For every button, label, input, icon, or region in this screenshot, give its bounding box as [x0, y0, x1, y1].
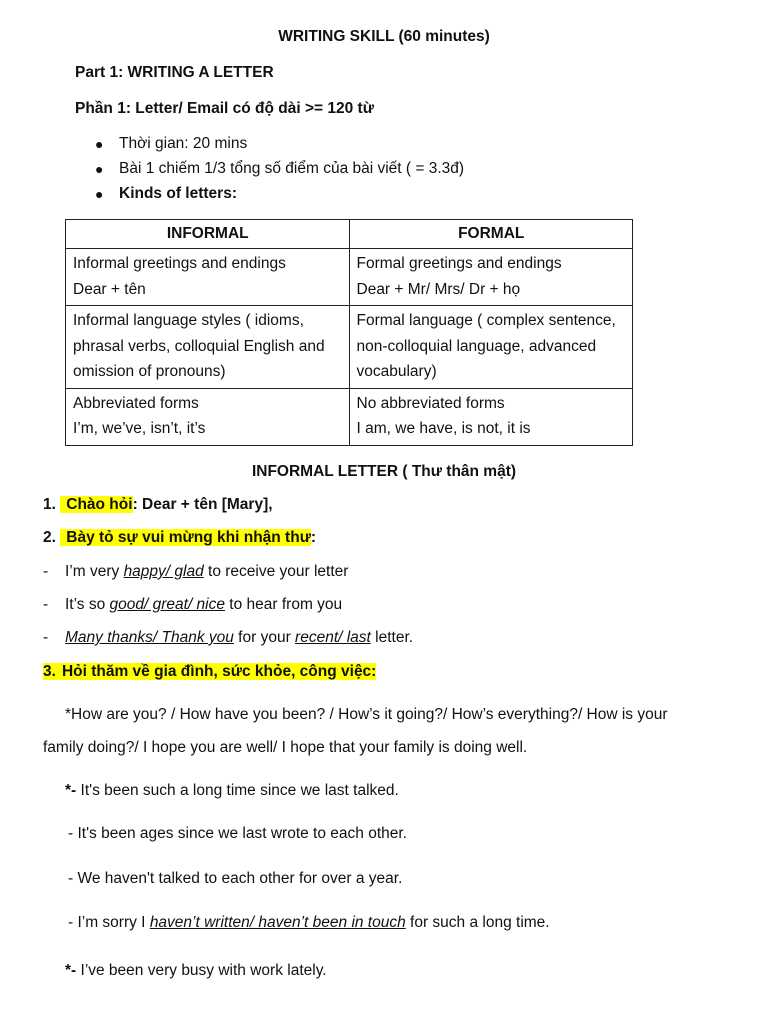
cell-text: Abbreviated forms: [73, 394, 199, 412]
phrase-text: for your: [233, 629, 296, 646]
header-formal: FORMAL: [349, 220, 633, 249]
cell-text: non-colloquial language, advanced: [356, 337, 597, 355]
cell-text: I’m, we’ve, isn’t, it’s: [73, 420, 206, 437]
step-text: : Dear + tên [Mary],: [132, 496, 273, 513]
cell-text: Dear + tên: [73, 280, 146, 298]
informal-letter-heading: INFORMAL LETTER ( Thư thân mật): [251, 463, 517, 480]
dash-marker: -: [43, 596, 49, 613]
phrase-text: to receive your letter: [203, 563, 349, 580]
year-line: - We haven't talked to each other for over a year.: [68, 870, 403, 887]
table-row: [66, 249, 633, 306]
header-informal: INFORMAL: [66, 220, 350, 249]
step-2: [43, 529, 316, 547]
cell-text: I am, we have, is not, it is: [356, 420, 531, 437]
cell-text: Formal greetings and endings: [356, 255, 562, 272]
cell-text: Informal greetings and endings: [73, 255, 286, 272]
table-cell: [66, 249, 350, 306]
table-row: [66, 306, 633, 389]
line-text: It's been such a long time since we last talked.: [76, 782, 399, 799]
phrase-options: good/ great/ nice: [109, 596, 225, 613]
line-text: for such a long time.: [405, 914, 550, 931]
step-number: 2.: [43, 529, 56, 546]
star-marker: *-: [65, 782, 77, 799]
page-title: WRITING SKILL (60 minutes): [278, 28, 490, 45]
cell-text: Formal language ( complex sentence,: [356, 312, 616, 329]
part1-vi-heading: Phần 1: Letter/ Email có độ dài >= 120 từ: [75, 100, 374, 117]
long-time-line: [65, 782, 399, 800]
phrase-options: Many thanks/ Thank you: [65, 629, 234, 646]
cell-text: omission of pronouns): [73, 363, 226, 380]
step-highlight: Hỏi thăm về gia đình, sức khỏe, công việc:: [56, 663, 376, 680]
phrase-text: It’s so: [65, 596, 110, 613]
step-highlight: Bày tỏ sự vui mừng khi nhận thư: [60, 529, 311, 546]
line-text: - I’m sorry I: [68, 914, 150, 931]
phrase-line: [65, 596, 342, 614]
step-number: 1.: [43, 496, 56, 513]
step-1: [43, 496, 273, 514]
letter-types-table: [65, 219, 633, 446]
table-cell: [349, 249, 633, 306]
star-marker: *-: [65, 962, 77, 979]
step-3: [43, 663, 376, 681]
bullet-dot: ●: [95, 186, 104, 202]
cell-text: No abbreviated forms: [356, 394, 505, 412]
sorry-line: [68, 914, 550, 932]
phrase-options: happy/ glad: [123, 563, 204, 580]
greeting-questions-line1: *How are you? / How have you been? / How’s it going?/ How’s everything?/ How is your: [65, 706, 668, 723]
dash-marker: -: [43, 563, 49, 580]
phrase-options: recent/ last: [295, 629, 371, 646]
busy-line: [65, 962, 327, 980]
table-cell: [349, 388, 633, 445]
table-cell: [66, 388, 350, 445]
bullet-dot: ●: [95, 136, 104, 152]
ages-line: - It's been ages since we last wrote to each other.: [68, 825, 407, 842]
phrase-text: I’m very: [65, 563, 124, 580]
greeting-questions-line2: family doing?/ I hope you are well/ I hope that your family is doing well.: [43, 739, 528, 756]
step-highlight: Chào hỏi: [60, 496, 132, 513]
table-cell: [349, 306, 633, 389]
table-cell: [66, 306, 350, 389]
phrase-line: [65, 563, 348, 581]
step-text: :: [310, 529, 317, 546]
cell-text: Dear + Mr/ Mrs/ Dr + họ: [356, 280, 521, 298]
phrase-text: to hear from you: [225, 596, 343, 613]
table-row: [66, 388, 633, 445]
cell-text: phrasal verbs, colloquial English and: [73, 337, 325, 355]
line-text: I’ve been very busy with work lately.: [76, 962, 327, 979]
step-number: 3.: [43, 663, 56, 680]
cell-text: vocabulary): [356, 363, 437, 380]
table-header-row: [66, 220, 633, 249]
bullet-score: Bài 1 chiếm 1/3 tổng số điểm của bài viết ( = 3.3đ): [119, 160, 465, 177]
part1-heading: Part 1: WRITING A LETTER: [75, 64, 274, 81]
bullet-dot: ●: [95, 161, 104, 177]
dash-marker: -: [43, 629, 49, 646]
bullet-time: Thời gian: 20 mins: [119, 135, 248, 152]
phrase-options: haven’t written/ haven’t been in touch: [149, 914, 406, 931]
cell-text: Informal language styles ( idioms,: [73, 312, 304, 329]
phrase-line: [65, 629, 413, 647]
bullet-kinds: Kinds of letters:: [119, 185, 237, 202]
phrase-text: letter.: [370, 629, 414, 646]
